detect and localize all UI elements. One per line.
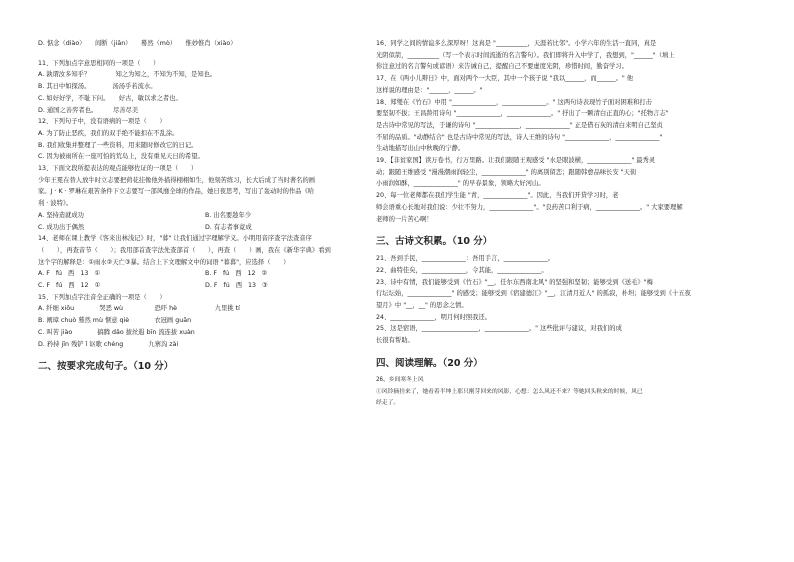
q13-option-c: C. 成功出于偶然 — [38, 223, 85, 231]
q18-line-4: 不屈的品质。"动静结合" 也是古诗中常见的写法，诗人王维的诗句 "______________，______________" — [376, 133, 663, 141]
q12-option-b: B. 我们收集并整理了一些资料，用来随时修改它的日记。 — [38, 141, 198, 149]
q19-line-1: 19、【非贫家国】读万卷书，行万里路。让我们跟随王观感受 "水是眼波横，______________" 最秀灵 — [376, 157, 656, 165]
left-column — [38, 38, 414, 378]
q19-line-2: 动；跟随王维感受 "漫漫潮雨润轻尘，______________" 的离别留恋；跟随韩愈品味长安 "天街 — [376, 168, 637, 176]
q20-line-3: 老师的一片苦心啊！ — [376, 215, 433, 223]
right-column — [376, 38, 756, 410]
q19-line-3: 小雨润如酥，______________" 的早春景象，领略大好河山。 — [376, 180, 545, 188]
q13-stem: 13、下面文段所提表达的观点能够佐证的一项是（ ） — [38, 165, 198, 173]
q13-passage-line-2: 家。J · K · 罗琳在艰苦条件下立志要写一部风靡全球的作品，她日夜思考，写出了轰动时的作品《哈 — [38, 188, 315, 196]
q11-option-d: D. 通国之善弈者也。 尽善尽美 — [38, 106, 139, 114]
q11-stem: 11、下列加点字意思相同的一项是（ ） — [38, 59, 160, 67]
q11-option-b: B. 其日中如探汤。 汤汤乎若流水。 — [38, 83, 157, 91]
q24: 24、______________，明月何时照我还。 — [376, 313, 492, 321]
q15-stem: 15、下列加点字注音全正确的一项是（ ） — [38, 293, 166, 301]
q23-line-2: 行坛坛始，______________" 的感受；能够受到《宿建德江》"__，江清月近人" 的孤寂，朴坦；能够受到《十五夜 — [376, 290, 691, 298]
q23-line-1: 23、诗中有情，我们能够受到《竹石》"__，任尔东西南北风" 的坚强和坚韧；能够受到《送毛》"梅 — [376, 278, 653, 286]
q26-passage-line-1: ①风铃摘挂来了，她看着半坤上那只刚芽回来的风影，心想：怎么风还不来？等她回头秋来的时候，风已 — [376, 388, 643, 395]
q18-line-3: 是古诗中常见的写法，于谦的诗句 "______________，______________" 正是借石灰的清白来明自己坚贞 — [376, 121, 663, 129]
q16-line-3: 你注意过的名言警句或谚语）来告诫自己，提醒自己不要虚度光阴，珍惜时间，勤奋学习。 — [376, 63, 628, 71]
q23-line-3: 望月》中 "__，__" 的思念之情。 — [376, 302, 468, 310]
q15-option-d: D. 矜持 jīn 残铲 ǐ 讴歌 chéng 九寨沟 zài — [38, 340, 179, 348]
section-4-heading: 四、阅读理解。（20 分） — [376, 357, 483, 369]
q26-passage-line-2: 经走了。 — [376, 400, 400, 407]
q16-line-1: 16、同学之间的情谊多么深厚呀！这真是 "__________，天涯若比邻"。小学六年的生活一直同，真是 — [376, 40, 657, 47]
q20-line-1: 20、每一位老师都在我们学生能 "青，______________"。因此，当我们开贷学习时，老 — [376, 192, 619, 200]
section-3-heading: 三、古诗文积累。（10 分） — [376, 236, 493, 248]
q12-stem: 12、下列句子中，没有语病的一项是（ ） — [38, 118, 166, 126]
section-2-heading: 二、按要求完成句子。（10 分） — [38, 361, 174, 373]
q13-passage-line-3: 利 · 波特》。 — [38, 200, 73, 208]
q14-option-c: C. F fú 西 12 ① — [38, 282, 101, 290]
q17-line-2: 这样说的理由是："______，______。" — [376, 86, 483, 94]
q13-passage-line-1: 少年王冕在替人放牛时立志要把荷花挂像他外描得栩栩如生，他刻苦练习，长大后成了当时著名的画 — [38, 176, 316, 184]
q15-option-a: A. 纤细 xiōu 哭恶 wù 恐吓 hè 九里挑 tí — [38, 305, 240, 313]
q10-option-d: D. 惦念（diào） 间断（jiān） 蓦然（mò） 惟妙惟肖（xiào） — [38, 40, 237, 47]
q14-option-d: D. F fú 西 13 ③ — [205, 282, 268, 290]
q14-stem-line-1: 14、老师在课上教学《客来出林浅记》时，"暮" 让我们通过字理解学义。小明用音序查字法查音序 — [38, 235, 312, 243]
q18-line-1: 18、郑燮在《竹石》中用 "______________，______________。" 这两句诗表现竹子面对困难和打击 — [376, 98, 652, 106]
q22: 22、曲特佳矣，______________，令其能，______________。 — [376, 266, 548, 274]
q17-line-1: 17、在《两小儿辩日》中，面对两个一大臣，其中一个孩子说 "我以______，而______。" 他 — [376, 75, 634, 83]
q11-option-a: A. 孰谓汝多知乎？ 知之为知之，不知为不知，是知也。 — [38, 71, 217, 79]
q12-option-a: A. 为了防止恶疾，我们的双手绝不能扣在不乱涂。 — [38, 129, 179, 137]
q16-line-2: 光阴似箭，__________（写一个表示时间流逝的名言警句）。我们即将升入中学了，我想到，"______"（填上 — [376, 51, 675, 59]
q18-line-5: 生动地描写出山中秋晚的宁静。 — [376, 145, 465, 153]
q26-title: 26、乡间寒冬上风 — [376, 376, 424, 383]
q13-option-a: A. 坚持造就成功 — [38, 211, 84, 219]
q21: 21、吾到手民，______________：吾用手言，______________。 — [376, 255, 555, 263]
q15-option-b: B. 阐璋 chuò 蓦然 mù 惬意 qiè 衣冠画 guān — [38, 317, 192, 325]
q25-line-2: 长很有帮助。 — [376, 337, 414, 345]
q18-line-2: 要坚韧不拔；王昌龄用诗句 "______________，______________。" 抒出了一颗清白正直的心；"托物言志" — [376, 110, 669, 118]
q20-line-2: 师会语重心长地对我们说：少壮不努力，______________"。"良药苦口利于病，______________。" 大家要理解 — [376, 203, 683, 211]
q15-option-c: C. 叫苦 jiào 搞腾 dǎo 拔丝遐 bīn 流连拔 xuàn — [38, 328, 195, 336]
q14-option-b: B. F fú 西 12 ② — [205, 270, 268, 278]
q13-option-d: D. 有志者事竟成 — [205, 223, 252, 231]
q14-stem-line-3: 这个字的解释是：①雨水②天亡③暴。结合上下文理解文中的词语 "暮暮"，应选择（ ） — [38, 258, 290, 266]
q12-option-c: C. 因为被雨所在一座可怕的荒岛上，没有重见天日的希望。 — [38, 153, 204, 161]
q14-stem-line-2: （ ），再查音节（ ）；我用部首查字法先查部首（ ），再查（ ）画，我在《新华字典》看到 — [38, 246, 331, 254]
q13-option-b: B. 出名要趁年少 — [205, 211, 252, 219]
q25-line-1: 25、这是宿语，__________________，______________。" 这些批评与建议，对我们的成 — [376, 325, 622, 333]
q14-option-a: A. F fú 西 13 ① — [38, 270, 101, 278]
q11-option-c: C. 如好好学，不耻下问。 好古，敏以求之者也。 — [38, 94, 182, 102]
